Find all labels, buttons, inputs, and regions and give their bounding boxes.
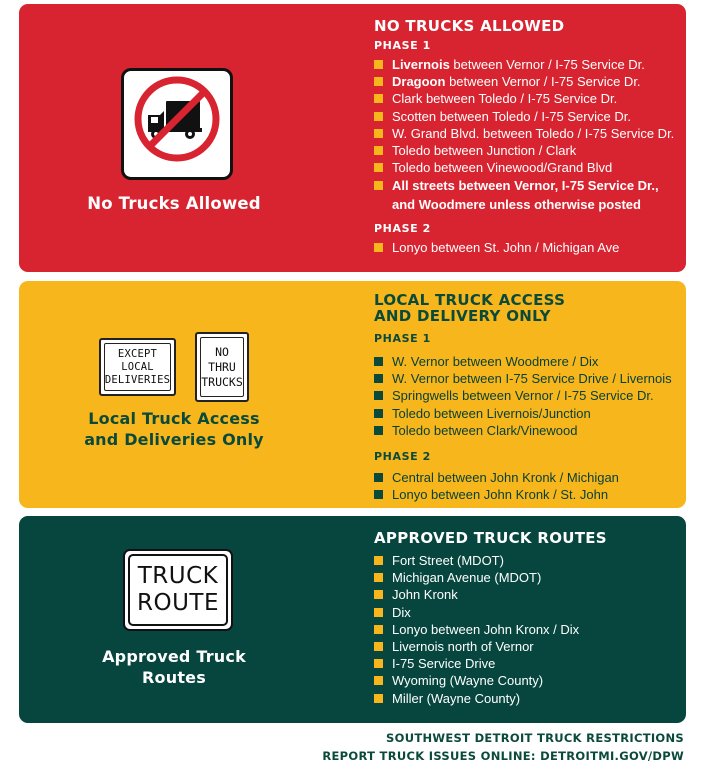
list-item [374, 73, 678, 90]
local-access-phase1-list [374, 353, 678, 439]
square-bullet-icon [374, 473, 383, 482]
list-item [374, 90, 678, 107]
local-access-heading-line2: AND DELIVERY ONLY [374, 307, 551, 325]
list-item-bold-text: Livernois [392, 57, 450, 72]
list-item-text: Livernois north of Vernor [392, 639, 534, 655]
local-access-caption-line2: and Deliveries Only [84, 430, 264, 449]
list-item-text: Lonyo between John Kronx / Dix [392, 621, 580, 637]
no-trucks-phase2-label: PHASE 2 [374, 222, 431, 236]
list-item-text: Lonyo between St. John / Michigan Ave [392, 240, 620, 256]
truck-routes-list-area [374, 530, 678, 707]
list-item [374, 108, 678, 125]
footer-title: SOUTHWEST DETROIT TRUCK RESTRICTIONS [386, 731, 684, 745]
square-bullet-icon [374, 625, 383, 634]
list-item [374, 469, 678, 486]
square-bullet-icon [374, 77, 383, 86]
list-item-text: I-75 Service Drive [392, 656, 496, 672]
truck-routes-caption [19, 646, 329, 688]
square-bullet-icon [374, 357, 383, 366]
list-item [374, 552, 678, 569]
list-item [374, 586, 678, 603]
list-item [374, 569, 678, 586]
square-bullet-icon [374, 590, 383, 599]
square-bullet-icon [374, 556, 383, 565]
truck-routes-caption-line1: Approved Truck [102, 647, 246, 666]
local-access-panel [19, 281, 686, 508]
no-thru-trucks-sign [195, 332, 249, 402]
local-access-heading-line1: LOCAL TRUCK ACCESS [374, 291, 566, 309]
no-thru-trucks-sign-line: TRUCKS [201, 374, 243, 389]
square-bullet-icon [374, 608, 383, 617]
list-item [374, 387, 678, 404]
list-item [374, 370, 678, 387]
list-item [374, 142, 678, 159]
except-local-deliveries-sign-line: DELIVERIES [104, 373, 171, 386]
square-bullet-icon [374, 146, 383, 155]
no-trucks-phase2-list [374, 239, 678, 256]
list-item [374, 604, 678, 621]
square-bullet-icon [374, 60, 383, 69]
list-item-text: Toledo between Clark/Vinewood [392, 422, 578, 438]
list-item-text: Central between John Kronk / Michigan [392, 470, 619, 486]
truck-routes-list [374, 552, 678, 707]
list-item [374, 239, 678, 256]
list-item [374, 672, 678, 689]
square-bullet-icon [374, 94, 383, 103]
truck-route-sign [123, 549, 233, 631]
square-bullet-icon [374, 659, 383, 668]
truck-route-sign-line: ROUTE [136, 590, 219, 616]
list-item-text: Toledo between Vinewood/Grand Blvd [392, 160, 613, 176]
square-bullet-icon [374, 163, 383, 172]
square-bullet-icon [374, 573, 383, 582]
square-bullet-icon [374, 391, 383, 400]
local-access-caption [19, 408, 329, 450]
square-bullet-icon [374, 642, 383, 651]
list-item-text: Scotten between Toledo / I-75 Service Dr. [392, 108, 631, 124]
list-item-text: Michigan Avenue (MDOT) [392, 570, 542, 586]
list-item [374, 621, 678, 638]
local-access-caption-line1: Local Truck Access [88, 409, 260, 428]
list-item-text: Clark between Toledo / I-75 Service Dr. [392, 91, 618, 107]
truck-routes-panel [19, 516, 686, 723]
list-item-text: Toledo between Livernois/Junction [392, 405, 591, 421]
local-access-list-area [374, 292, 678, 503]
no-trucks-panel [19, 4, 686, 272]
list-item-text: W. Vernor between I-75 Service Drive / Livernois [392, 371, 672, 387]
list-item [374, 176, 678, 214]
square-bullet-icon [374, 243, 383, 252]
no-trucks-phase1-label: PHASE 1 [374, 39, 431, 52]
list-item-text: Miller (Wayne County) [392, 690, 521, 706]
square-bullet-icon [374, 490, 383, 499]
truck-routes-heading: APPROVED TRUCK ROUTES [374, 529, 607, 547]
list-item-text: W. Grand Blvd. between Toledo / I-75 Service Dr. [392, 125, 675, 141]
list-item-text: Springwells between Vernor / I-75 Service Dr. [392, 388, 654, 404]
square-bullet-icon [374, 676, 383, 685]
list-item [374, 486, 678, 503]
truck-routes-sign-area [19, 516, 329, 723]
no-trucks-caption: No Trucks Allowed [87, 194, 261, 213]
square-bullet-icon [374, 374, 383, 383]
list-item-text: Wyoming (Wayne County) [392, 673, 544, 689]
list-item-text: John Kronk [392, 587, 458, 603]
list-item [374, 655, 678, 672]
no-trucks-list-area [374, 18, 678, 257]
square-bullet-icon [374, 112, 383, 121]
footer-report-link[interactable]: REPORT TRUCK ISSUES ONLINE: DETROITMI.GOV/DPW [322, 749, 684, 763]
except-local-deliveries-sign [99, 338, 176, 396]
list-item-text: between Vernor / I-75 Service Dr. [445, 74, 641, 90]
list-item-text: W. Vernor between Woodmere / Dix [392, 354, 599, 369]
list-item-text: Dix [392, 604, 411, 620]
no-truck-prohibition-icon [121, 68, 233, 180]
square-bullet-icon [374, 409, 383, 418]
list-item-bold-text: All streets between Vernor, I-75 Service Dr., and Woodmere unless otherwise posted [392, 178, 659, 213]
list-item-text: between Vernor / I-75 Service Dr. [449, 57, 645, 72]
no-trucks-heading: NO TRUCKS ALLOWED [374, 17, 565, 35]
except-local-deliveries-sign-line: EXCEPT [117, 347, 158, 360]
square-bullet-icon [374, 181, 383, 190]
list-item-text: Lonyo between John Kronk / St. John [392, 487, 609, 503]
no-thru-trucks-sign-line: THRU [208, 359, 236, 374]
list-item-bold-text: Dragoon [392, 74, 446, 90]
local-access-sign-area [19, 281, 329, 508]
square-bullet-icon [374, 694, 383, 703]
square-bullet-icon [374, 426, 383, 435]
list-item-text: Toledo between Junction / Clark [392, 143, 577, 159]
list-item [374, 422, 678, 439]
list-item [374, 159, 678, 176]
no-trucks-sign-area [19, 4, 329, 272]
no-trucks-phase1-list [374, 56, 678, 214]
list-item [374, 690, 678, 707]
list-item [374, 125, 678, 142]
truck-routes-caption-line2: Routes [142, 668, 206, 687]
list-item [374, 405, 678, 422]
square-bullet-icon [374, 129, 383, 138]
list-item [374, 638, 678, 655]
except-local-deliveries-sign-line: LOCAL [121, 360, 154, 373]
local-access-phase1-label: PHASE 1 [374, 332, 431, 345]
list-item-text: Fort Street (MDOT) [392, 553, 504, 568]
local-access-phase2-list [374, 469, 678, 503]
truck-route-sign-line: TRUCK [137, 563, 219, 589]
list-item [374, 353, 678, 370]
list-item [374, 56, 678, 73]
no-thru-trucks-sign-line: NO [215, 344, 229, 359]
local-access-phase2-label: PHASE 2 [374, 450, 431, 464]
